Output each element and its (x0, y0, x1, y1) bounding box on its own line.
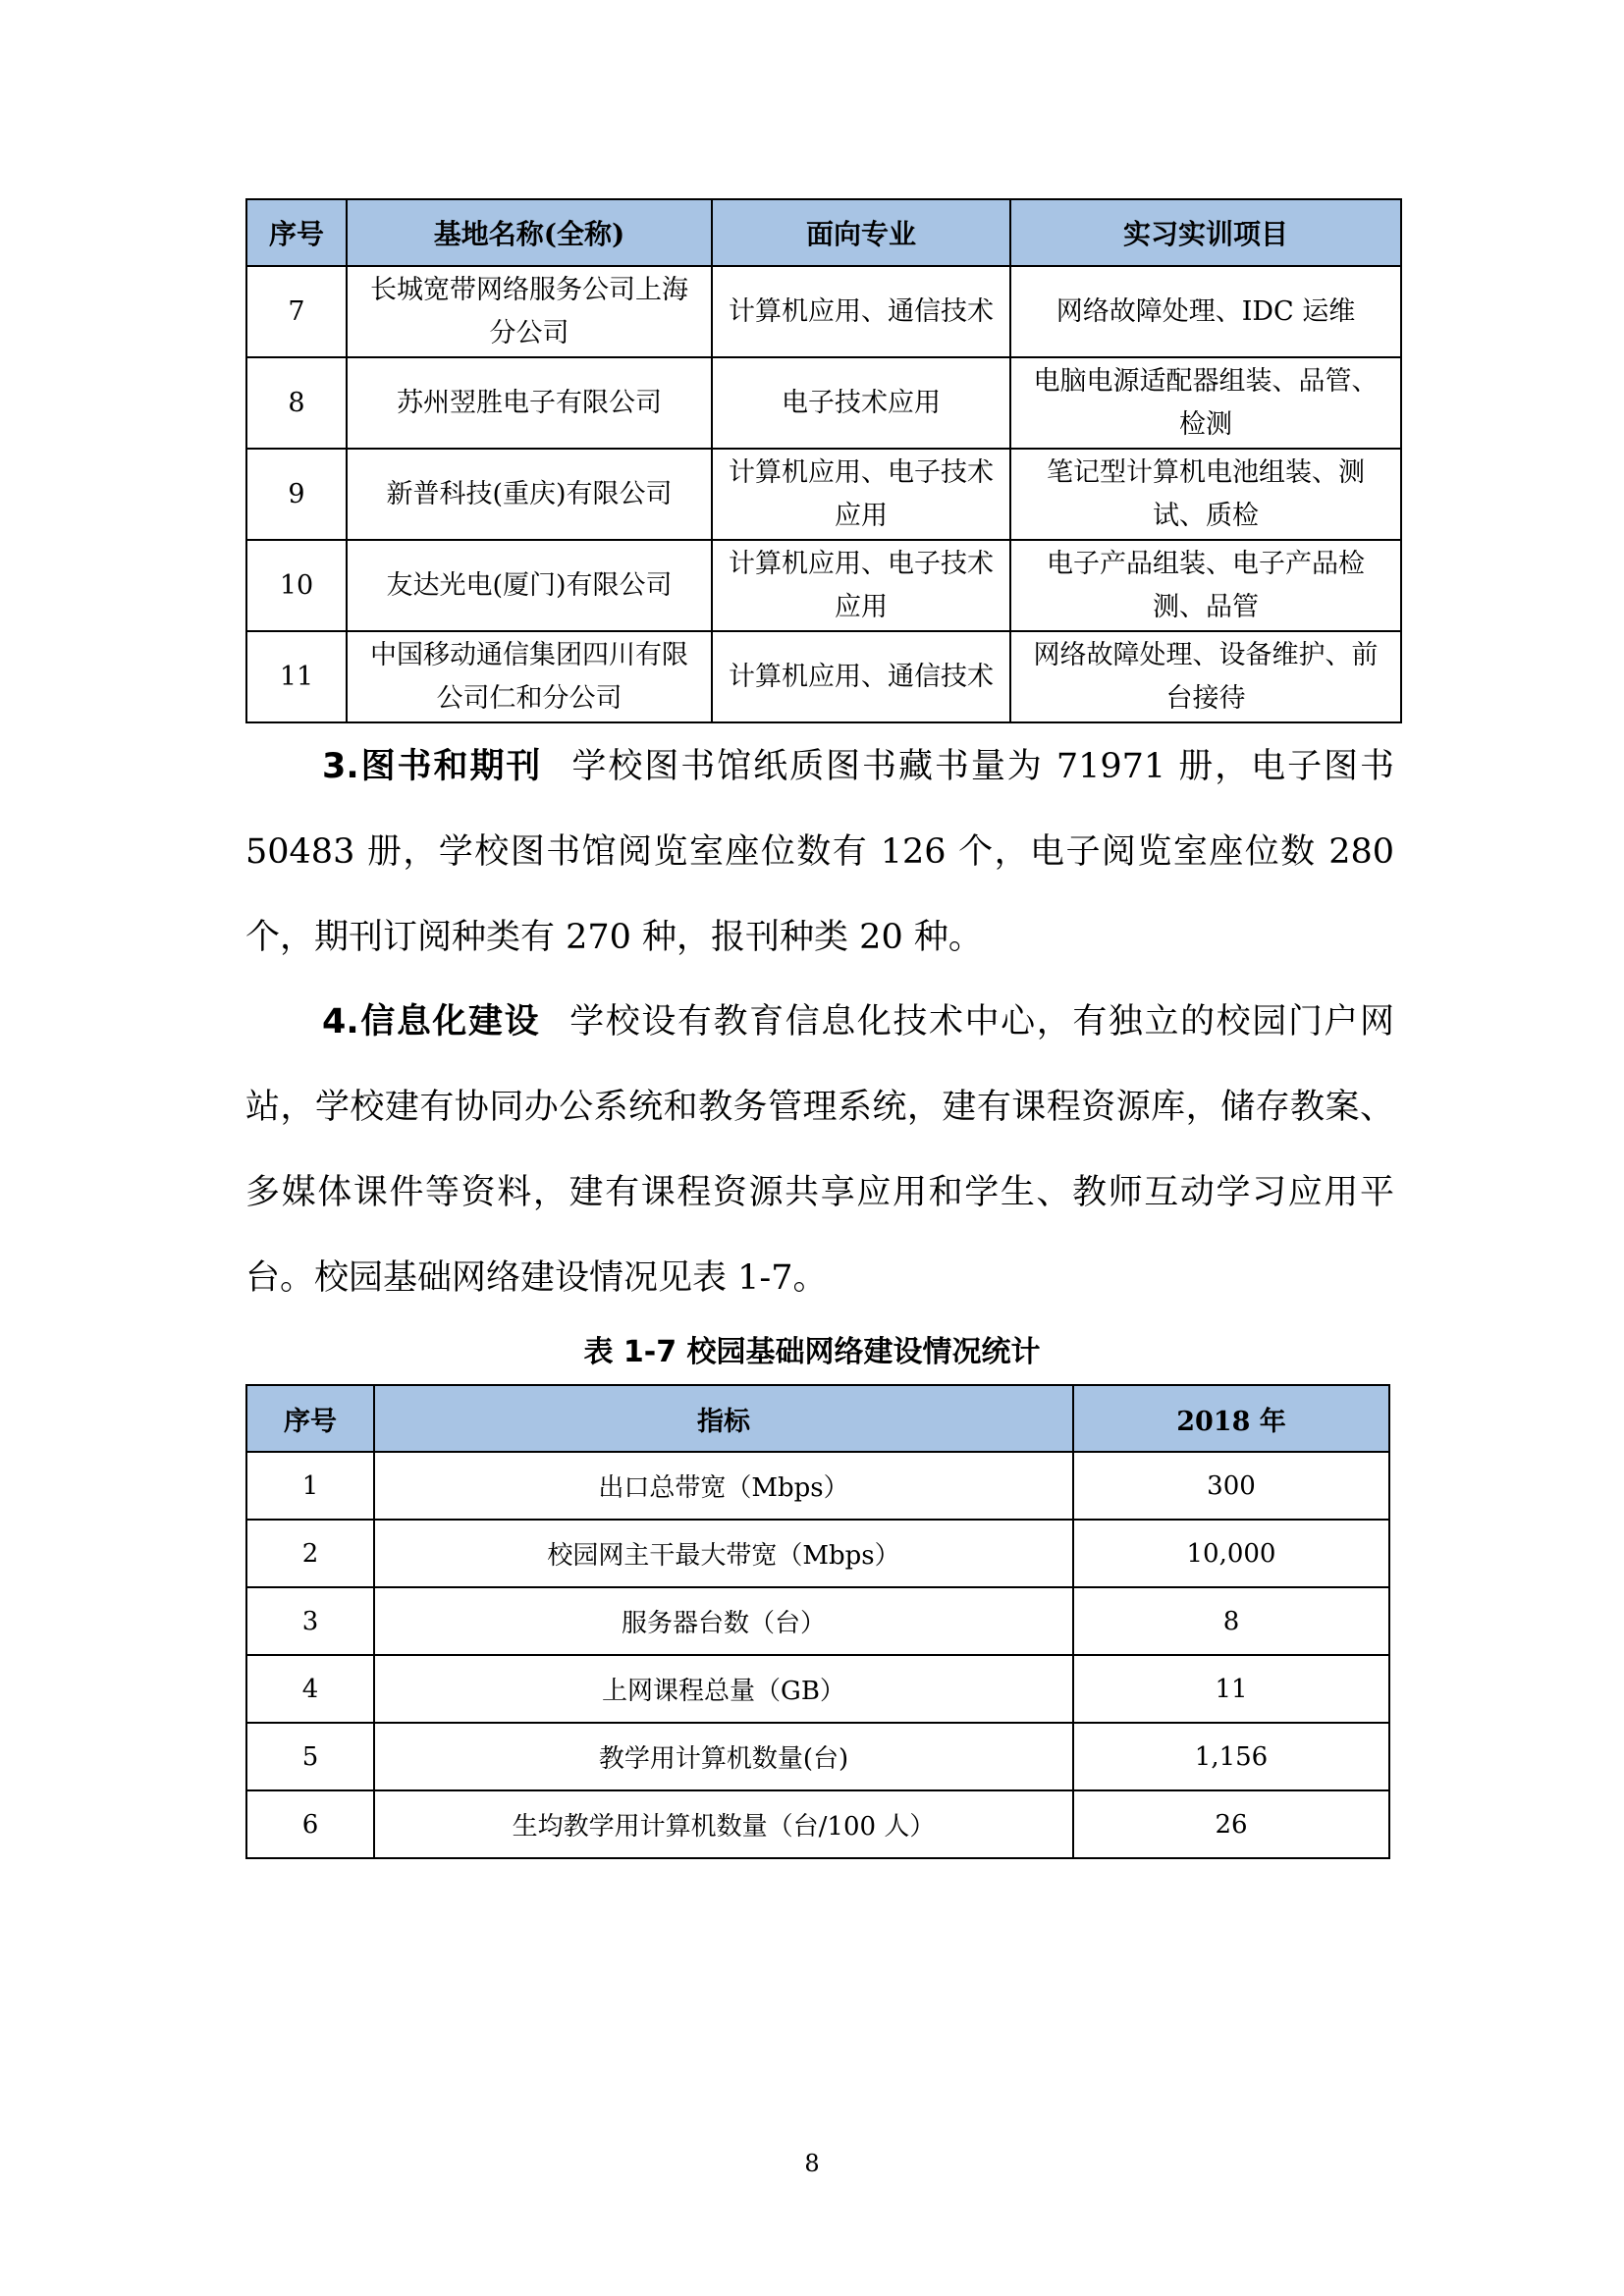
header-cell: 面向专业 (712, 199, 1010, 266)
table-cell: 2 (246, 1520, 374, 1587)
table-row (246, 1790, 1389, 1858)
table-cell: 11 (1073, 1655, 1389, 1723)
table-cell: 电脑电源适配器组装、品管、检测 (1010, 357, 1401, 449)
table-cell: 网络故障处理、设备维护、前台接待 (1010, 631, 1401, 722)
table-cell: 4 (246, 1655, 374, 1723)
table-cell: 计算机应用、电子技术应用 (712, 449, 1010, 540)
table-cell: 9 (246, 449, 347, 540)
table-cell: 友达光电(厦门)有限公司 (347, 540, 712, 631)
table-cell: 11 (246, 631, 347, 722)
table-cell: 300 (1073, 1452, 1389, 1520)
header-cell: 基地名称(全称) (347, 199, 712, 266)
table-row (246, 1520, 1389, 1587)
table-cell: 苏州翌胜电子有限公司 (347, 357, 712, 449)
header-cell: 2018 年 (1073, 1385, 1389, 1452)
table-cell: 教学用计算机数量(台) (374, 1723, 1073, 1790)
table-row (246, 1587, 1389, 1655)
table-header-row (246, 1385, 1389, 1452)
section-heading: 3.图书和期刊 (322, 747, 543, 786)
table-cell: 8 (1073, 1587, 1389, 1655)
table-row (246, 266, 1401, 357)
paragraph-text: 学校图书馆纸质图书藏书量为 71971 册，电子图书 50483 册，学校图书馆阅览室座位数有 126 个，电子阅览室座位数 280 个，期刊订阅种类有 270 种，报刊种类 20 种。 (245, 747, 1395, 957)
table-cell: 中国移动通信集团四川有限公司仁和分公司 (347, 631, 712, 722)
table-row (246, 1655, 1389, 1723)
table-cell: 电子产品组装、电子产品检测、品管 (1010, 540, 1401, 631)
table-cell: 服务器台数（台） (374, 1587, 1073, 1655)
table-cell: 计算机应用、通信技术 (712, 266, 1010, 357)
table-cell: 校园网主干最大带宽（Mbps） (374, 1520, 1073, 1587)
table-row (246, 540, 1401, 631)
table-caption: 表 1-7 校园基础网络建设情况统计 (583, 1335, 1041, 1369)
header-cell: 序号 (246, 199, 347, 266)
table-cell: 6 (246, 1790, 374, 1858)
table-cell: 生均教学用计算机数量（台/100 人） (374, 1790, 1073, 1858)
table-cell: 电子技术应用 (712, 357, 1010, 449)
table-cell: 计算机应用、电子技术应用 (712, 540, 1010, 631)
section-heading: 4.信息化建设 (322, 1002, 541, 1041)
table-cell: 长城宽带网络服务公司上海分公司 (347, 266, 712, 357)
table-row (246, 1452, 1389, 1520)
table-cell: 3 (246, 1587, 374, 1655)
network-stats-table (245, 1384, 1390, 1859)
paragraph-text: 学校设有教育信息化技术中心，有独立的校园门户网站，学校建有协同办公系统和教务管理系统，建有课程资源库，储存教案、多媒体课件等资料，建有课程资源共享应用和学生、教师互动学习应用平台。校园基础网络建设情况见表 1-7。 (245, 1002, 1394, 1298)
table-cell: 新普科技(重庆)有限公司 (347, 449, 712, 540)
table-cell: 1,156 (1073, 1723, 1389, 1790)
table-cell: 笔记型计算机电池组装、测试、质检 (1010, 449, 1401, 540)
table-cell: 10,000 (1073, 1520, 1389, 1587)
table-cell: 计算机应用、通信技术 (712, 631, 1010, 722)
header-cell: 指标 (374, 1385, 1073, 1452)
table-cell: 5 (246, 1723, 374, 1790)
table-cell: 上网课程总量（GB） (374, 1655, 1073, 1723)
header-cell: 序号 (246, 1385, 374, 1452)
header-cell: 实习实训项目 (1010, 199, 1401, 266)
table-row (246, 1723, 1389, 1790)
page-number: 8 (804, 2150, 820, 2177)
table-row (246, 449, 1401, 540)
informatization-paragraph (245, 980, 1394, 1321)
table-row (246, 357, 1401, 449)
table-cell: 7 (246, 266, 347, 357)
library-paragraph (245, 724, 1394, 981)
table-header-row (246, 199, 1401, 266)
table-row (246, 631, 1401, 722)
internship-base-table (245, 198, 1402, 723)
table-cell: 10 (246, 540, 347, 631)
table-cell: 出口总带宽（Mbps） (374, 1452, 1073, 1520)
table-cell: 26 (1073, 1790, 1389, 1858)
table-cell: 网络故障处理、IDC 运维 (1010, 266, 1401, 357)
table-cell: 8 (246, 357, 347, 449)
table-cell: 1 (246, 1452, 374, 1520)
